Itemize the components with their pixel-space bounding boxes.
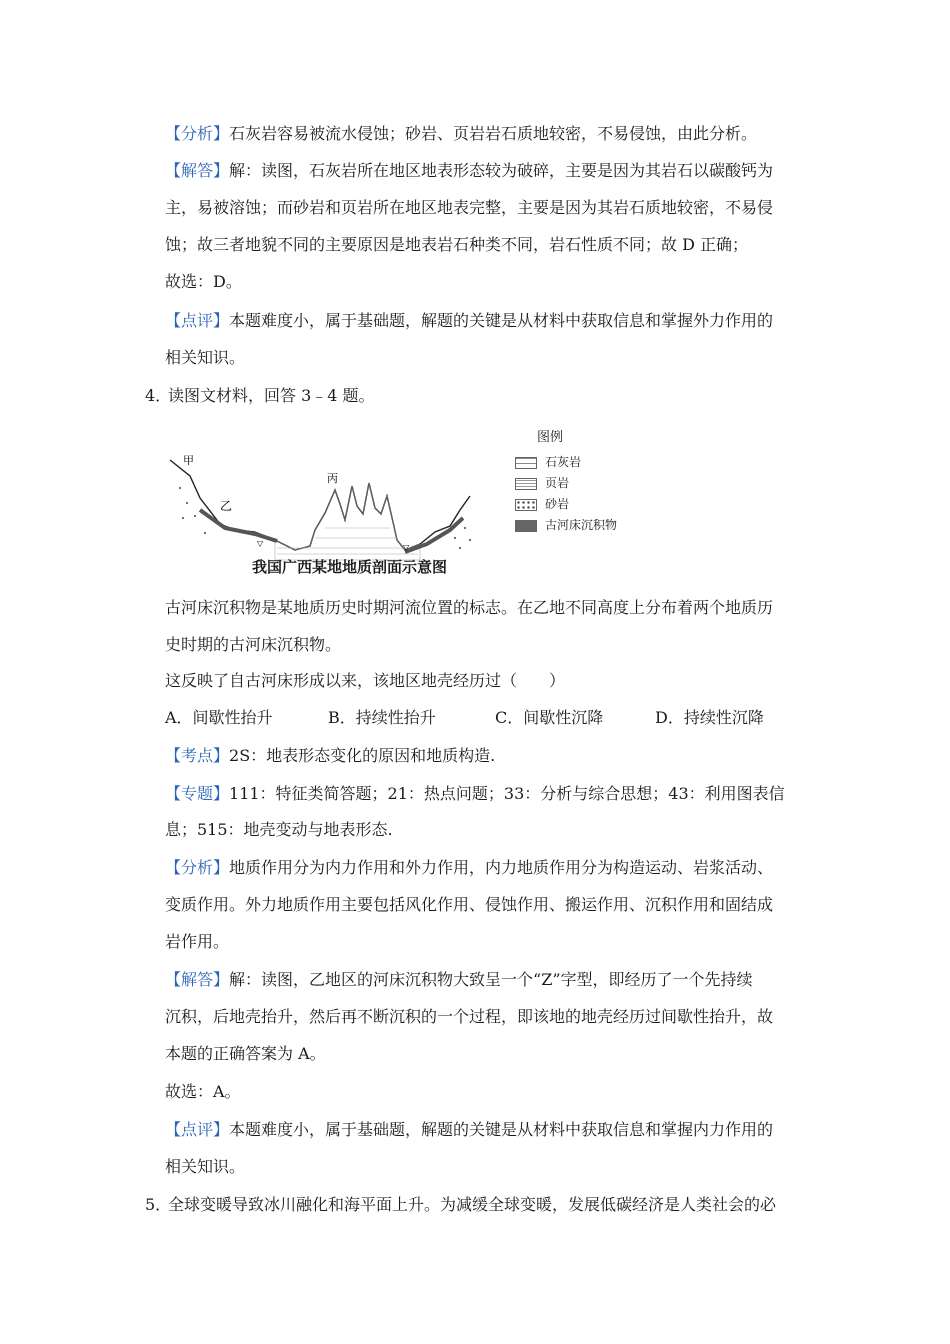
- q5-stem: 全球变暖导致冰川融化和海平面上升。为减缓全球变暖，发展低碳经济是人类社会的必: [168, 1195, 777, 1214]
- label-yi: 乙: [220, 499, 233, 513]
- q4-analysis-line-3: 岩作用。: [165, 932, 230, 951]
- q4-analysis-line-2: 变质作用。外力地质作用主要包括风化作用、侵蚀作用、搬运作用、沉积作用和固结成: [165, 895, 774, 914]
- legend-shale: 页岩: [515, 474, 569, 491]
- legend-limestone: 石灰岩: [515, 453, 581, 470]
- q4-number: 4．: [145, 386, 172, 405]
- svg-text:▽: ▽: [403, 543, 410, 552]
- q4-zhuanti-line-1: 【专题】111：特征类简答题；21：热点问题；33：分析与综合思想；43：利用图表信: [165, 784, 785, 803]
- q4-material-line-2: 史时期的古河床沉积物。: [165, 635, 342, 654]
- shale-swatch: [515, 478, 537, 490]
- analysis-tag: 【分析】: [165, 124, 230, 143]
- profile-diagram: [165, 448, 485, 568]
- legend-title: 图例: [537, 430, 564, 445]
- q4-comment-line-2: 相关知识。: [165, 1157, 246, 1176]
- q4-choice: 故选：A。: [165, 1082, 241, 1101]
- q4-answer-line-2: 沉积，后地壳抬升，然后再不断沉积的一个过程，即该地的地壳经历过间歇性抬升，故: [165, 1007, 774, 1026]
- option-a: A．间歇性抬升: [165, 708, 273, 727]
- option-b: B．持续性抬升: [328, 708, 436, 727]
- q3-choice: 故选：D。: [165, 272, 242, 291]
- comment-tag: 【点评】: [165, 311, 230, 330]
- legend-sandstone: 砂岩: [515, 495, 569, 512]
- q4-answer-line-3: 本题的正确答案为 A。: [165, 1044, 326, 1063]
- limestone-swatch: [515, 457, 537, 469]
- q3-analysis: [165, 123, 757, 145]
- answer-tag: 【解答】: [165, 970, 230, 989]
- q4-zhuanti-line-2: 息；515：地壳变动与地表形态.: [165, 820, 393, 839]
- q4-answer-line-1: 【解答】解：读图，乙地区的河床沉积物大致呈一个“Z”字型，即经历了一个先持续: [165, 970, 753, 989]
- sandstone-swatch: [515, 499, 537, 511]
- figure-caption: 我国广西某地地质剖面示意图: [252, 558, 448, 576]
- q5-number: 5．: [145, 1195, 172, 1214]
- q4-analysis-line-1: 【分析】地质作用分为内力作用和外力作用，内力地质作用分为构造运动、岩浆活动、: [165, 858, 774, 877]
- analysis-text: 石灰岩容易被流水侵蚀；砂岩、页岩岩石质地较密，不易侵蚀，由此分析。: [229, 124, 758, 143]
- comment-text: 本题难度小，属于基础题，解题的关键是从材料中获取信息和掌握外力作用的: [229, 311, 774, 330]
- q4-question: 这反映了自古河床形成以来，该地区地壳经历过（ ）: [165, 671, 566, 690]
- kaodian-tag: 【考点】: [165, 746, 230, 765]
- label-bing: 丙: [327, 472, 338, 485]
- q4-comment-line-1: 【点评】本题难度小，属于基础题，解题的关键是从材料中获取信息和掌握内力作用的: [165, 1120, 774, 1139]
- option-d: D．持续性沉降: [655, 708, 764, 727]
- comment-tag: 【点评】: [165, 1120, 230, 1139]
- q3-answer-line-1: [165, 160, 773, 182]
- option-c: C．间歇性沉降: [495, 708, 604, 727]
- svg-text:▽: ▽: [257, 539, 264, 548]
- analysis-tag: 【分析】: [165, 858, 230, 877]
- q4-stem: 读图文材料，回答 3﹣4 题。: [168, 386, 375, 405]
- answer-tag: 【解答】: [165, 161, 230, 180]
- q3-comment-line-1: [165, 310, 773, 332]
- q3-answer-line-3: 蚀；故三者地貌不同的主要原因是地表岩石种类不同，岩石性质不同；故 D 正确；: [165, 235, 749, 254]
- answer-text: 解：读图，石灰岩所在地区地表形态较为破碎，主要是因为其岩石以碳酸钙为: [229, 161, 774, 180]
- q3-answer-line-2: 主，易被溶蚀；而砂岩和页岩所在地区地表完整，主要是因为其岩石质地较密，不易侵: [165, 198, 774, 217]
- q4-material-line-1: 古河床沉积物是某地质历史时期河流位置的标志。在乙地不同高度上分布着两个地质历: [165, 598, 774, 617]
- deposit-swatch: [515, 520, 537, 532]
- q4-kaodian: 【考点】2S：地表形态变化的原因和地质构造.: [165, 746, 496, 765]
- label-jia: 甲: [183, 454, 194, 467]
- zhuanti-tag: 【专题】: [165, 784, 230, 803]
- q3-comment-line-2: 相关知识。: [165, 348, 246, 367]
- legend-deposit: 古河床沉积物: [515, 516, 617, 533]
